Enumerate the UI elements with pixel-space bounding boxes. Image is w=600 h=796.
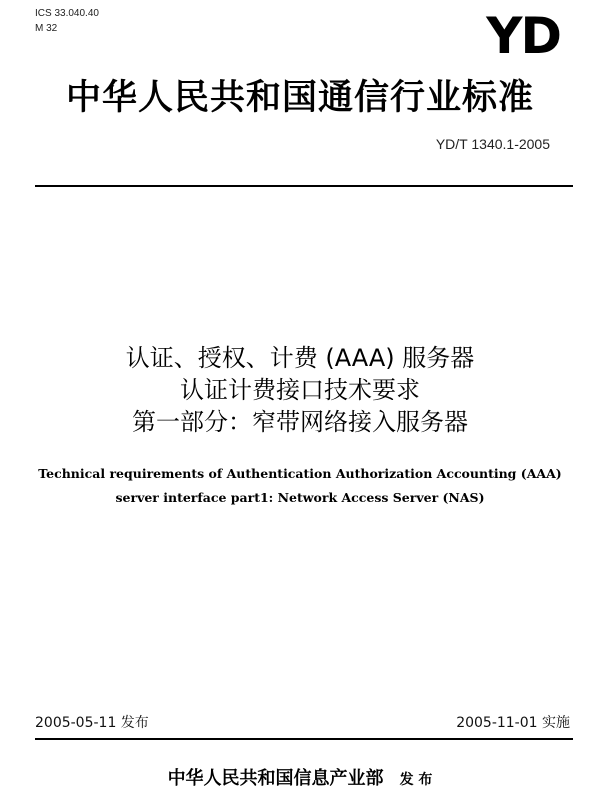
document-title-zh-line3: 第一部分：窄带网络接入服务器 (132, 408, 468, 436)
ics-code-block (35, 6, 99, 36)
top-divider (35, 185, 573, 187)
standard-category-title: 中华人民共和国通信行业标准 (65, 78, 534, 118)
document-title-zh-line2: 认证计费接口技术要求 (180, 376, 420, 404)
issue-date: 2005-05-11 发布 (35, 715, 149, 731)
implementation-date: 2005-11-01 实施 (456, 715, 570, 731)
publisher-name: 中华人民共和国信息产业部 (167, 768, 384, 789)
standard-number: YD/T 1340.1-2005 (435, 136, 550, 152)
yd-logo: YD (486, 7, 560, 65)
publisher-line (0, 764, 600, 790)
ics-code: ICS 33.040.40 (35, 8, 99, 19)
publish-action: 发 布 (399, 772, 433, 788)
document-title-zh-line1: 认证、授权、计费 (AAA) 服务器 (125, 344, 475, 372)
classification-code: M 32 (35, 23, 58, 34)
document-title-en-line2: server interface part1: Network Access Server (NAS) (115, 490, 485, 505)
document-title-en-line1: Technical requirements of Authentication Authorization Accounting (AAA) (38, 466, 562, 481)
bottom-divider (35, 738, 573, 740)
